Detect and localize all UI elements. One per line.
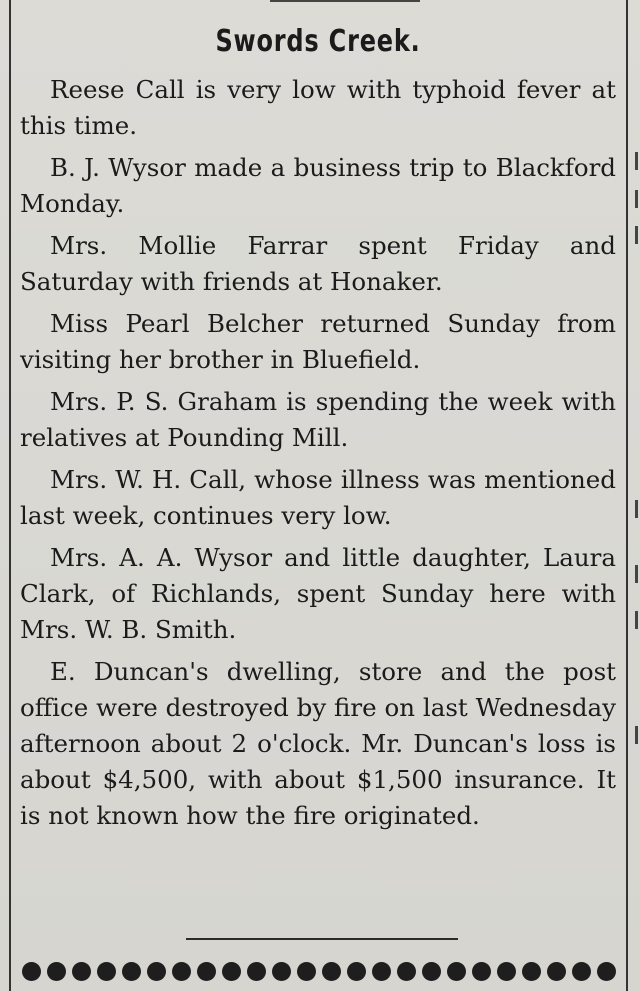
news-item: E. Duncan's dwelling, store and the post office were destroyed by fire on last Wednesday afternoon about 2 o'clock. Mr. Duncan's loss is about $4,500, with about $1,500 insurance. It is not known how the fire originated. [20, 657, 616, 830]
news-item: Miss Pearl Belcher returned Sunday from visiting her brother in Bluefield. [20, 309, 616, 374]
adjacent-column-edge [633, 0, 640, 991]
article-title: Swords Creek. [215, 24, 421, 59]
news-item: Reese Call is very low with typhoid fever at this time. [20, 75, 616, 140]
top-rule [270, 0, 420, 2]
dotted-separator [22, 962, 622, 984]
article-end-rule [186, 938, 458, 940]
news-item: Mrs. P. S. Graham is spending the week with relatives at Pounding Mill. [20, 387, 616, 452]
news-item: Mrs. W. H. Call, whose illness was mentioned last week, continues very low. [20, 465, 616, 530]
news-item: Mrs. A. A. Wysor and little daughter, Laura Clark, of Richlands, spent Sunday here with Mrs. W. B. Smith. [20, 543, 616, 644]
column-rule-left [9, 0, 11, 991]
news-item: B. J. Wysor made a business trip to Blackford Monday. [20, 153, 616, 218]
news-item: Mrs. Mollie Farrar spent Friday and Saturday with friends at Honaker. [20, 231, 616, 296]
news-column [20, 18, 616, 840]
column-rule-right [626, 0, 628, 991]
